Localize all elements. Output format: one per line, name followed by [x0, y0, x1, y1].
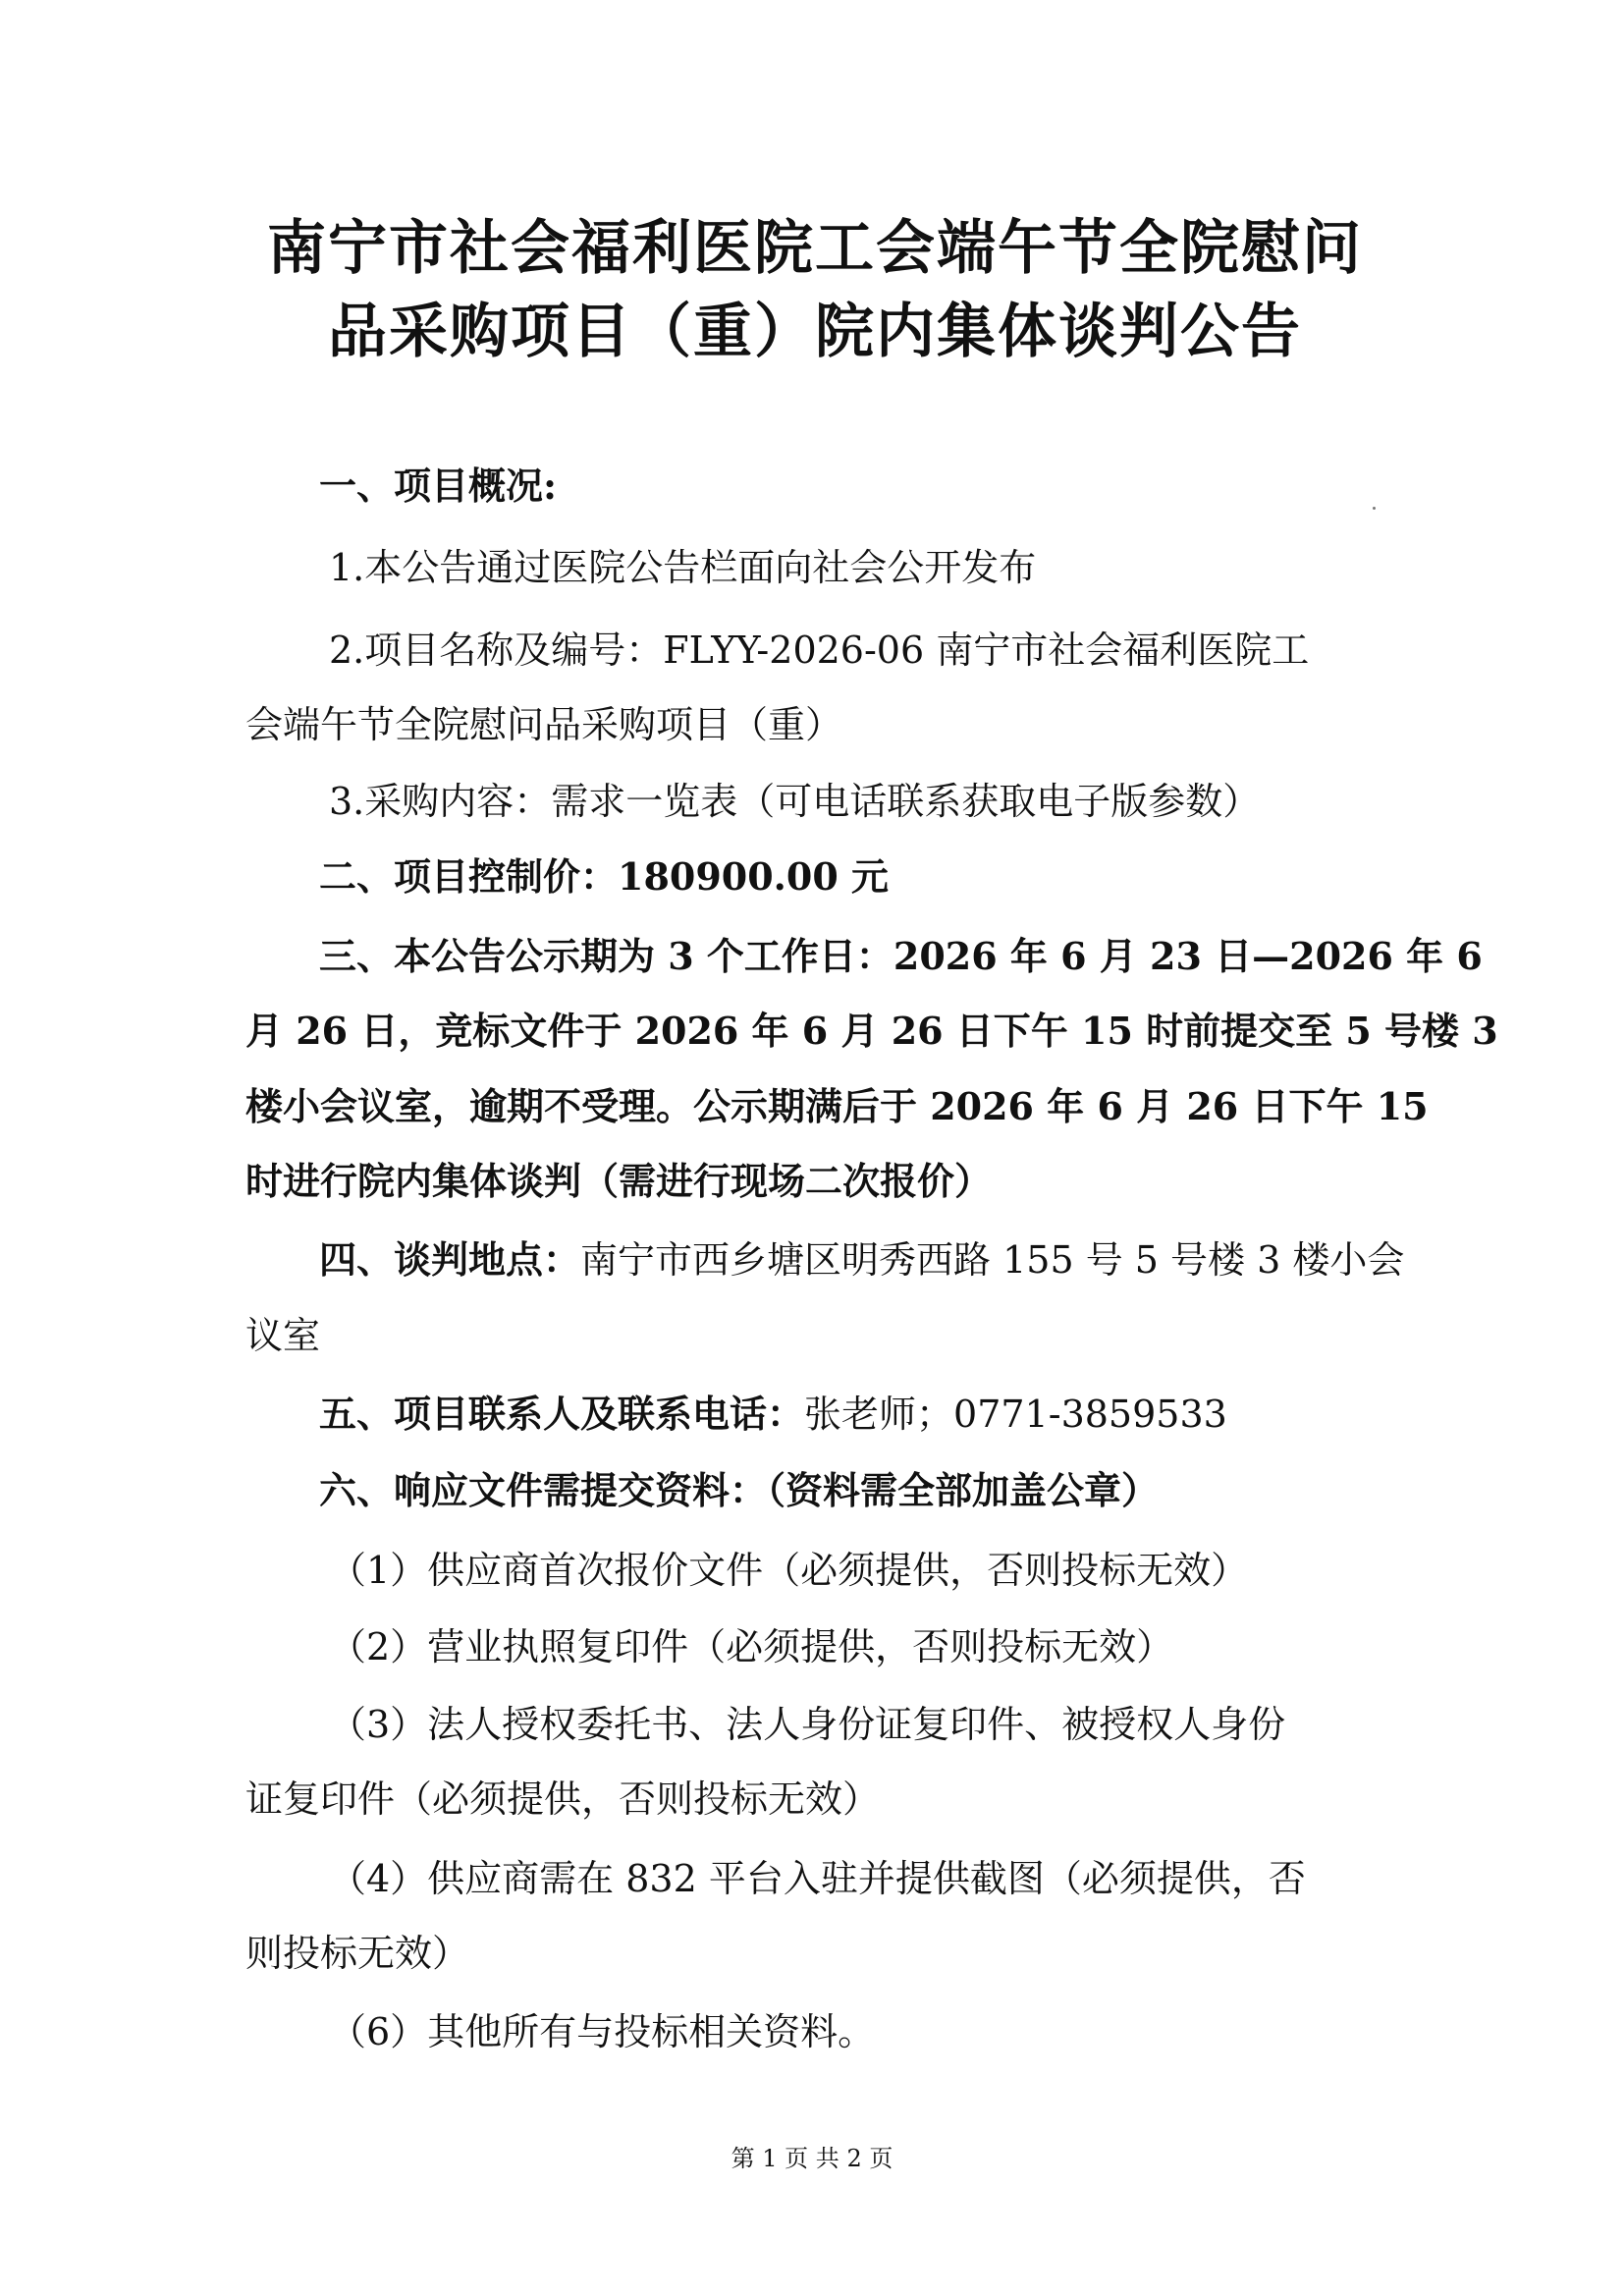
document-title-line-2: 品采购项目（重）院内集体谈判公告 — [328, 298, 1302, 366]
document-title-line-1: 南宁市社会福利医院工会端午节全院慰问 — [267, 214, 1363, 283]
section-3-line-1: 三、本公告公示期为 3 个工作日：2026 年 6 月 23 日—2026 年 6 — [319, 934, 1483, 978]
section-6-heading: 六、响应文件需提交资料：（资料需全部加盖公章） — [319, 1468, 1160, 1512]
page-number-footer: 第 1 页 共 2 页 — [731, 2145, 893, 2172]
section-3-line-2: 月 26 日，竞标文件于 2026 年 6 月 26 日下午 15 时前提交至 5 号楼 3 — [245, 1009, 1498, 1053]
section-4-line-1 — [319, 1235, 1404, 1285]
section-4-label: 四、谈判地点： — [319, 1237, 581, 1282]
section-1-item-3: 3.采购内容：需求一览表（可电话联系获取电子版参数） — [329, 780, 1261, 823]
section-4-line-2: 议室 — [245, 1314, 321, 1357]
section-3-line-3: 楼小会议室，逾期不受理。公示期满后于 2026 年 6 月 26 日下午 15 — [245, 1084, 1429, 1128]
requirement-3-line-1: （3）法人授权委托书、法人身份证复印件、被授权人身份 — [329, 1703, 1286, 1746]
requirement-2: （2）营业执照复印件（必须提供，否则投标无效） — [329, 1625, 1174, 1668]
section-4-address: 南宁市西乡塘区明秀西路 155 号 5 号楼 3 楼小会 — [580, 1238, 1405, 1282]
section-5-contact — [319, 1390, 1227, 1439]
requirement-4-line-1: （4）供应商需在 832 平台入驻并提供截图（必须提供，否 — [329, 1857, 1306, 1900]
requirement-1: （1）供应商首次报价文件（必须提供，否则投标无效） — [329, 1549, 1249, 1592]
section-1-item-1: 1.本公告通过医院公告栏面向社会公开发布 — [329, 546, 1037, 589]
section-1-heading: 一、项目概况: — [319, 464, 558, 508]
section-1-item-2-line-2: 会端午节全院慰问品采购项目（重） — [245, 703, 843, 746]
section-3-line-4: 时进行院内集体谈判（需进行现场二次报价） — [245, 1159, 993, 1203]
scan-speck — [1373, 507, 1376, 510]
requirement-4-line-2: 则投标无效） — [245, 1932, 470, 1975]
section-2-control-price: 二、项目控制价：180900.00 元 — [319, 854, 889, 899]
requirement-3-line-2: 证复印件（必须提供，否则投标无效） — [245, 1777, 881, 1821]
section-1-item-2-line-1: 2.项目名称及编号：FLYY-2026-06 南宁市社会福利医院工 — [329, 629, 1310, 672]
section-5-phone: 张老师；0771-3859533 — [804, 1393, 1227, 1436]
section-5-label: 五、项目联系人及联系电话： — [319, 1392, 805, 1436]
requirement-6: （6）其他所有与投标相关资料。 — [329, 2010, 876, 2053]
